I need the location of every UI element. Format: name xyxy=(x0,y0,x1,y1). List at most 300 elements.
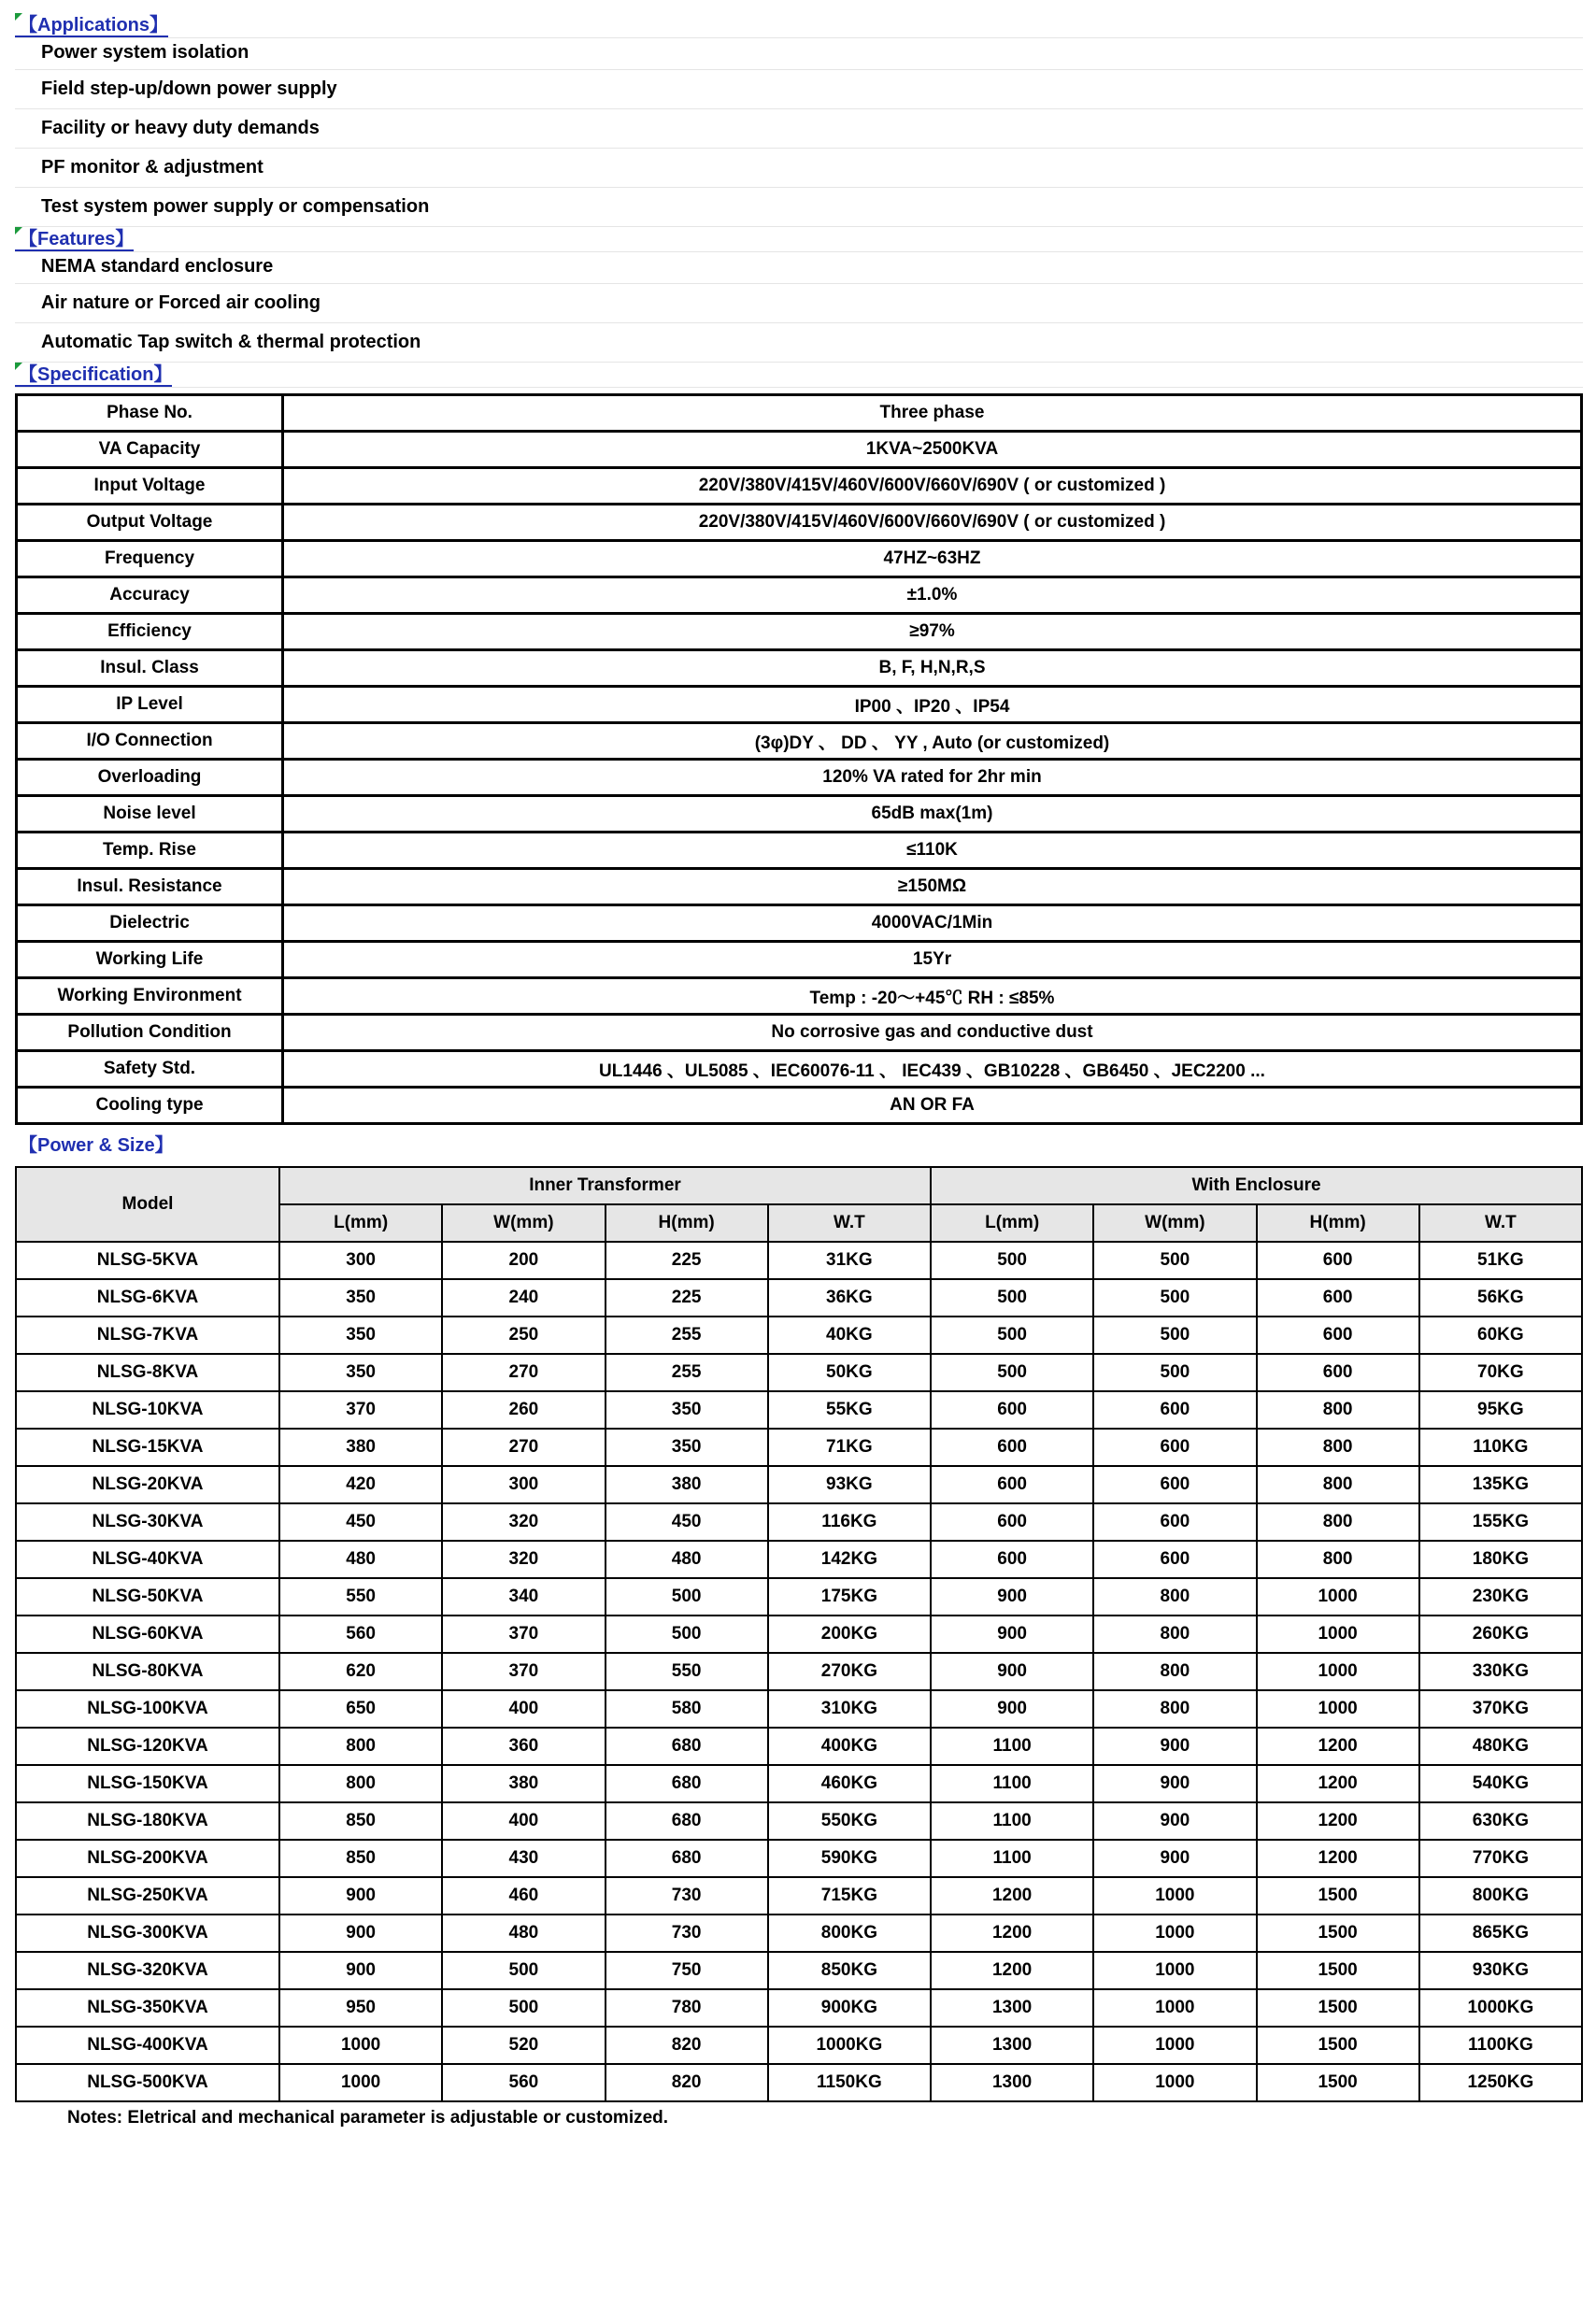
model-cell: NLSG-50KVA xyxy=(16,1578,279,1616)
table-cell: 1100 xyxy=(931,1802,1093,1840)
table-cell: 1000 xyxy=(1093,1952,1256,1989)
table-cell: 600 xyxy=(931,1503,1093,1541)
table-cell: 680 xyxy=(606,1802,768,1840)
table-cell: 1100 xyxy=(931,1728,1093,1765)
table-row xyxy=(16,1765,1582,1802)
column-header: W(mm) xyxy=(1093,1204,1256,1242)
table-row xyxy=(16,1242,1582,1279)
table-cell: 1000 xyxy=(1093,1877,1256,1915)
table-cell: 350 xyxy=(279,1317,442,1354)
spec-row xyxy=(17,833,1582,869)
table-cell: 1000 xyxy=(1257,1653,1419,1690)
table-cell: 240 xyxy=(442,1279,605,1317)
spec-row xyxy=(17,1015,1582,1051)
table-row xyxy=(16,1503,1582,1541)
table-cell: 450 xyxy=(606,1503,768,1541)
table-cell: 460 xyxy=(442,1877,605,1915)
model-cell: NLSG-30KVA xyxy=(16,1503,279,1541)
model-cell: NLSG-6KVA xyxy=(16,1279,279,1317)
table-row xyxy=(16,2064,1582,2101)
table-cell: 540KG xyxy=(1419,1765,1582,1802)
table-cell: 600 xyxy=(1093,1391,1256,1429)
table-cell: 715KG xyxy=(768,1877,931,1915)
table-row xyxy=(16,1653,1582,1690)
table-row xyxy=(16,1840,1582,1877)
table-cell: 1000 xyxy=(1093,2027,1256,2064)
column-header: L(mm) xyxy=(931,1204,1093,1242)
application-item: Field step-up/down power supply xyxy=(15,70,1583,109)
model-cell: NLSG-500KVA xyxy=(16,2064,279,2101)
table-cell: 330KG xyxy=(1419,1653,1582,1690)
table-row xyxy=(16,1616,1582,1653)
table-cell: 930KG xyxy=(1419,1952,1582,1989)
table-cell: 1300 xyxy=(931,1989,1093,2027)
feature-item: Air nature or Forced air cooling xyxy=(15,284,1583,323)
table-cell: 370KG xyxy=(1419,1690,1582,1728)
table-cell: 500 xyxy=(606,1578,768,1616)
table-cell: 900 xyxy=(931,1616,1093,1653)
table-cell: 300 xyxy=(442,1466,605,1503)
table-cell: 580 xyxy=(606,1690,768,1728)
table-cell: 1200 xyxy=(931,1915,1093,1952)
spec-label: Temp. Rise xyxy=(17,833,283,869)
table-row xyxy=(16,1728,1582,1765)
table-cell: 500 xyxy=(1093,1242,1256,1279)
feature-item: NEMA standard enclosure xyxy=(15,252,1583,284)
spec-row xyxy=(17,1088,1582,1124)
table-cell: 500 xyxy=(1093,1354,1256,1391)
spec-label: IP Level xyxy=(17,687,283,723)
spec-value: 220V/380V/415V/460V/600V/660V/690V ( or customized ) xyxy=(283,505,1582,541)
table-cell: 1000 xyxy=(279,2064,442,2101)
column-header: H(mm) xyxy=(1257,1204,1419,1242)
table-cell: 500 xyxy=(931,1317,1093,1354)
table-cell: 1500 xyxy=(1257,2064,1419,2101)
spec-label: Cooling type xyxy=(17,1088,283,1124)
table-cell: 600 xyxy=(1257,1242,1419,1279)
model-cell: NLSG-150KVA xyxy=(16,1765,279,1802)
specification-section-header xyxy=(15,363,1583,388)
table-cell: 270 xyxy=(442,1429,605,1466)
model-cell: NLSG-180KVA xyxy=(16,1802,279,1840)
table-cell: 1500 xyxy=(1257,1989,1419,2027)
table-cell: 800 xyxy=(1257,1541,1419,1578)
table-cell: 1300 xyxy=(931,2064,1093,2101)
table-cell: 620 xyxy=(279,1653,442,1690)
spec-value: B, F, H,N,R,S xyxy=(283,650,1582,687)
corner-marker-icon xyxy=(15,13,22,21)
table-cell: 850KG xyxy=(768,1952,931,1989)
table-cell: 480KG xyxy=(1419,1728,1582,1765)
spec-row xyxy=(17,869,1582,905)
model-cell: NLSG-350KVA xyxy=(16,1989,279,2027)
table-cell: 1000 xyxy=(1257,1616,1419,1653)
table-cell: 1100 xyxy=(931,1840,1093,1877)
table-cell: 1100 xyxy=(931,1765,1093,1802)
table-cell: 800 xyxy=(1093,1653,1256,1690)
spec-label: Working Life xyxy=(17,942,283,978)
table-cell: 550KG xyxy=(768,1802,931,1840)
model-cell: NLSG-400KVA xyxy=(16,2027,279,2064)
spec-row xyxy=(17,942,1582,978)
table-cell: 260 xyxy=(442,1391,605,1429)
table-cell: 51KG xyxy=(1419,1242,1582,1279)
spec-label: Efficiency xyxy=(17,614,283,650)
spec-value: (3φ)DY 、 DD 、 YY , Auto (or customized) xyxy=(283,723,1582,760)
table-cell: 750 xyxy=(606,1952,768,1989)
table-cell: 680 xyxy=(606,1728,768,1765)
table-cell: 350 xyxy=(606,1429,768,1466)
table-cell: 500 xyxy=(931,1242,1093,1279)
table-cell: 800 xyxy=(1257,1429,1419,1466)
table-cell: 600 xyxy=(1257,1317,1419,1354)
table-cell: 55KG xyxy=(768,1391,931,1429)
model-cell: NLSG-120KVA xyxy=(16,1728,279,1765)
spec-value: ≥150MΩ xyxy=(283,869,1582,905)
table-cell: 56KG xyxy=(1419,1279,1582,1317)
column-header: H(mm) xyxy=(606,1204,768,1242)
features-section-header xyxy=(15,227,1583,252)
table-cell: 600 xyxy=(1257,1354,1419,1391)
table-cell: 1000KG xyxy=(768,2027,931,2064)
table-row xyxy=(16,1578,1582,1616)
table-cell: 420 xyxy=(279,1466,442,1503)
table-cell: 310KG xyxy=(768,1690,931,1728)
table-cell: 800 xyxy=(1093,1578,1256,1616)
application-item: Facility or heavy duty demands xyxy=(15,109,1583,149)
table-cell: 1250KG xyxy=(1419,2064,1582,2101)
spec-row xyxy=(17,796,1582,833)
table-cell: 900KG xyxy=(768,1989,931,2027)
applications-list xyxy=(15,38,1583,227)
features-title: 【Features】 xyxy=(15,229,134,251)
table-cell: 500 xyxy=(931,1279,1093,1317)
spec-value: Temp : -20～+45℃ RH : ≤85% xyxy=(283,978,1582,1015)
table-cell: 630KG xyxy=(1419,1802,1582,1840)
table-cell: 93KG xyxy=(768,1466,931,1503)
spec-label: I/O Connection xyxy=(17,723,283,760)
spec-label: Pollution Condition xyxy=(17,1015,283,1051)
spec-row xyxy=(17,395,1582,432)
spec-row xyxy=(17,723,1582,760)
spec-row xyxy=(17,468,1582,505)
table-cell: 1500 xyxy=(1257,2027,1419,2064)
table-row xyxy=(16,1429,1582,1466)
table-cell: 680 xyxy=(606,1840,768,1877)
spec-row xyxy=(17,505,1582,541)
table-cell: 520 xyxy=(442,2027,605,2064)
table-cell: 800 xyxy=(279,1765,442,1802)
table-cell: 350 xyxy=(606,1391,768,1429)
spec-row xyxy=(17,760,1582,796)
table-cell: 340 xyxy=(442,1578,605,1616)
application-item: Power system isolation xyxy=(15,38,1583,70)
table-cell: 380 xyxy=(279,1429,442,1466)
table-cell: 450 xyxy=(279,1503,442,1541)
table-row xyxy=(16,2027,1582,2064)
table-row xyxy=(16,1541,1582,1578)
table-cell: 900 xyxy=(931,1578,1093,1616)
table-cell: 320 xyxy=(442,1541,605,1578)
spec-row xyxy=(17,541,1582,577)
specification-title: 【Specification】 xyxy=(15,364,172,387)
spec-row xyxy=(17,978,1582,1015)
table-cell: 400 xyxy=(442,1690,605,1728)
model-cell: NLSG-15KVA xyxy=(16,1429,279,1466)
table-cell: 1000 xyxy=(1093,1915,1256,1952)
table-cell: 590KG xyxy=(768,1840,931,1877)
model-cell: NLSG-7KVA xyxy=(16,1317,279,1354)
table-cell: 71KG xyxy=(768,1429,931,1466)
table-cell: 1200 xyxy=(1257,1728,1419,1765)
model-cell: NLSG-100KVA xyxy=(16,1690,279,1728)
applications-title: 【Applications】 xyxy=(15,15,168,37)
table-row xyxy=(16,1317,1582,1354)
table-cell: 230KG xyxy=(1419,1578,1582,1616)
spec-value: 220V/380V/415V/460V/600V/660V/690V ( or customized ) xyxy=(283,468,1582,505)
spec-value: 1KVA~2500KVA xyxy=(283,432,1582,468)
table-row xyxy=(16,1354,1582,1391)
table-cell: 1000 xyxy=(1257,1578,1419,1616)
power-size-title: 【Power & Size】 xyxy=(19,1135,174,1156)
table-cell: 370 xyxy=(279,1391,442,1429)
table-cell: 460KG xyxy=(768,1765,931,1802)
table-cell: 142KG xyxy=(768,1541,931,1578)
specification-table xyxy=(15,393,1583,1125)
table-cell: 770KG xyxy=(1419,1840,1582,1877)
datasheet-page xyxy=(15,13,1583,2134)
table-cell: 560 xyxy=(442,2064,605,2101)
table-cell: 800 xyxy=(1257,1391,1419,1429)
table-cell: 500 xyxy=(1093,1317,1256,1354)
table-cell: 300 xyxy=(279,1242,442,1279)
notes-text: Notes: Eletrical and mechanical parameter is adjustable or customized. xyxy=(67,2108,669,2128)
spec-label: Dielectric xyxy=(17,905,283,942)
table-cell: 155KG xyxy=(1419,1503,1582,1541)
spec-row xyxy=(17,577,1582,614)
model-cell: NLSG-250KVA xyxy=(16,1877,279,1915)
table-cell: 225 xyxy=(606,1242,768,1279)
table-row xyxy=(16,1279,1582,1317)
table-cell: 600 xyxy=(1093,1429,1256,1466)
table-cell: 1200 xyxy=(1257,1765,1419,1802)
spec-value: 15Yr xyxy=(283,942,1582,978)
spec-label: Frequency xyxy=(17,541,283,577)
table-cell: 900 xyxy=(279,1952,442,1989)
spec-value: ≤110K xyxy=(283,833,1582,869)
table-row xyxy=(16,1989,1582,2027)
spec-row xyxy=(17,905,1582,942)
table-cell: 900 xyxy=(1093,1840,1256,1877)
table-cell: 730 xyxy=(606,1877,768,1915)
table-cell: 1000 xyxy=(1093,2064,1256,2101)
table-cell: 480 xyxy=(279,1541,442,1578)
model-cell: NLSG-40KVA xyxy=(16,1541,279,1578)
table-cell: 116KG xyxy=(768,1503,931,1541)
spec-value: ±1.0% xyxy=(283,577,1582,614)
table-cell: 680 xyxy=(606,1765,768,1802)
table-row xyxy=(16,1391,1582,1429)
table-cell: 430 xyxy=(442,1840,605,1877)
model-header: Model xyxy=(16,1167,279,1242)
table-cell: 350 xyxy=(279,1354,442,1391)
table-cell: 135KG xyxy=(1419,1466,1582,1503)
table-row xyxy=(16,1466,1582,1503)
table-cell: 36KG xyxy=(768,1279,931,1317)
table-cell: 60KG xyxy=(1419,1317,1582,1354)
table-cell: 250 xyxy=(442,1317,605,1354)
spec-row xyxy=(17,687,1582,723)
spec-label: Working Environment xyxy=(17,978,283,1015)
feature-item: Automatic Tap switch & thermal protection xyxy=(15,323,1583,363)
spec-value: Three phase xyxy=(283,395,1582,432)
table-cell: 800 xyxy=(1257,1503,1419,1541)
corner-marker-icon xyxy=(15,227,22,235)
table-cell: 110KG xyxy=(1419,1429,1582,1466)
spec-row xyxy=(17,614,1582,650)
table-cell: 400KG xyxy=(768,1728,931,1765)
table-cell: 1000 xyxy=(1257,1690,1419,1728)
table-cell: 40KG xyxy=(768,1317,931,1354)
table-cell: 550 xyxy=(606,1653,768,1690)
table-cell: 1000 xyxy=(279,2027,442,2064)
table-cell: 95KG xyxy=(1419,1391,1582,1429)
table-cell: 600 xyxy=(1093,1466,1256,1503)
table-cell: 370 xyxy=(442,1653,605,1690)
table-cell: 1500 xyxy=(1257,1915,1419,1952)
spec-value: 65dB max(1m) xyxy=(283,796,1582,833)
application-item: PF monitor & adjustment xyxy=(15,149,1583,188)
table-cell: 800KG xyxy=(1419,1877,1582,1915)
table-cell: 550 xyxy=(279,1578,442,1616)
table-cell: 200KG xyxy=(768,1616,931,1653)
table-cell: 260KG xyxy=(1419,1616,1582,1653)
spec-value: IP00 、IP20 、IP54 xyxy=(283,687,1582,723)
table-cell: 180KG xyxy=(1419,1541,1582,1578)
table-cell: 1200 xyxy=(931,1877,1093,1915)
table-cell: 255 xyxy=(606,1354,768,1391)
table-cell: 950 xyxy=(279,1989,442,2027)
table-cell: 1300 xyxy=(931,2027,1093,2064)
table-cell: 500 xyxy=(442,1989,605,2027)
spec-value: No corrosive gas and conductive dust xyxy=(283,1015,1582,1051)
table-cell: 1200 xyxy=(1257,1802,1419,1840)
table-cell: 350 xyxy=(279,1279,442,1317)
spec-value: ≥97% xyxy=(283,614,1582,650)
spec-label: Insul. Class xyxy=(17,650,283,687)
model-cell: NLSG-8KVA xyxy=(16,1354,279,1391)
table-cell: 500 xyxy=(606,1616,768,1653)
table-cell: 800 xyxy=(279,1728,442,1765)
spec-label: Safety Std. xyxy=(17,1051,283,1088)
with-enclosure-header: With Enclosure xyxy=(931,1167,1582,1204)
table-cell: 1500 xyxy=(1257,1952,1419,1989)
corner-marker-icon xyxy=(15,363,22,370)
table-cell: 600 xyxy=(1093,1541,1256,1578)
table-cell: 500 xyxy=(442,1952,605,1989)
table-cell: 800 xyxy=(1093,1616,1256,1653)
table-cell: 370 xyxy=(442,1616,605,1653)
spec-label: Phase No. xyxy=(17,395,283,432)
table-cell: 900 xyxy=(279,1877,442,1915)
table-cell: 1500 xyxy=(1257,1877,1419,1915)
table-cell: 900 xyxy=(1093,1728,1256,1765)
table-cell: 900 xyxy=(1093,1802,1256,1840)
applications-section-header xyxy=(15,13,1583,38)
table-cell: 360 xyxy=(442,1728,605,1765)
column-header: W(mm) xyxy=(442,1204,605,1242)
table-cell: 900 xyxy=(279,1915,442,1952)
table-row xyxy=(16,1690,1582,1728)
model-cell: NLSG-10KVA xyxy=(16,1391,279,1429)
table-cell: 850 xyxy=(279,1840,442,1877)
table-row xyxy=(16,1952,1582,1989)
spec-label: Overloading xyxy=(17,760,283,796)
table-cell: 320 xyxy=(442,1503,605,1541)
column-header: W.T xyxy=(1419,1204,1582,1242)
table-cell: 1150KG xyxy=(768,2064,931,2101)
spec-value: UL1446 、UL5085 、IEC60076-11 、 IEC439 、GB10228 、GB6450 、JEC2200 ... xyxy=(283,1051,1582,1088)
table-cell: 70KG xyxy=(1419,1354,1582,1391)
table-cell: 800 xyxy=(1257,1466,1419,1503)
model-cell: NLSG-5KVA xyxy=(16,1242,279,1279)
table-cell: 270KG xyxy=(768,1653,931,1690)
spec-value: 47HZ~63HZ xyxy=(283,541,1582,577)
table-cell: 1100KG xyxy=(1419,2027,1582,2064)
table-cell: 1000KG xyxy=(1419,1989,1582,2027)
table-cell: 500 xyxy=(1093,1279,1256,1317)
table-cell: 600 xyxy=(931,1391,1093,1429)
table-cell: 500 xyxy=(931,1354,1093,1391)
model-cell: NLSG-300KVA xyxy=(16,1915,279,1952)
table-cell: 380 xyxy=(442,1765,605,1802)
table-cell: 730 xyxy=(606,1915,768,1952)
inner-transformer-header: Inner Transformer xyxy=(279,1167,931,1204)
column-header: W.T xyxy=(768,1204,931,1242)
table-row xyxy=(16,1915,1582,1952)
spec-label: Output Voltage xyxy=(17,505,283,541)
table-cell: 865KG xyxy=(1419,1915,1582,1952)
table-cell: 50KG xyxy=(768,1354,931,1391)
application-item: Test system power supply or compensation xyxy=(15,188,1583,227)
spec-label: Accuracy xyxy=(17,577,283,614)
spec-label: Input Voltage xyxy=(17,468,283,505)
table-cell: 800KG xyxy=(768,1915,931,1952)
table-cell: 600 xyxy=(1093,1503,1256,1541)
table-cell: 900 xyxy=(931,1653,1093,1690)
spec-label: Insul. Resistance xyxy=(17,869,283,905)
table-cell: 560 xyxy=(279,1616,442,1653)
spec-label: VA Capacity xyxy=(17,432,283,468)
spec-label: Noise level xyxy=(17,796,283,833)
spec-value: 4000VAC/1Min xyxy=(283,905,1582,942)
table-cell: 480 xyxy=(442,1915,605,1952)
table-cell: 1200 xyxy=(1257,1840,1419,1877)
spec-row xyxy=(17,650,1582,687)
spec-row xyxy=(17,1051,1582,1088)
table-cell: 600 xyxy=(931,1429,1093,1466)
table-cell: 650 xyxy=(279,1690,442,1728)
spec-value: 120% VA rated for 2hr min xyxy=(283,760,1582,796)
table-cell: 1200 xyxy=(931,1952,1093,1989)
table-row xyxy=(16,1802,1582,1840)
table-cell: 820 xyxy=(606,2027,768,2064)
table-cell: 1000 xyxy=(1093,1989,1256,2027)
table-cell: 900 xyxy=(1093,1765,1256,1802)
table-cell: 820 xyxy=(606,2064,768,2101)
model-cell: NLSG-200KVA xyxy=(16,1840,279,1877)
table-cell: 480 xyxy=(606,1541,768,1578)
